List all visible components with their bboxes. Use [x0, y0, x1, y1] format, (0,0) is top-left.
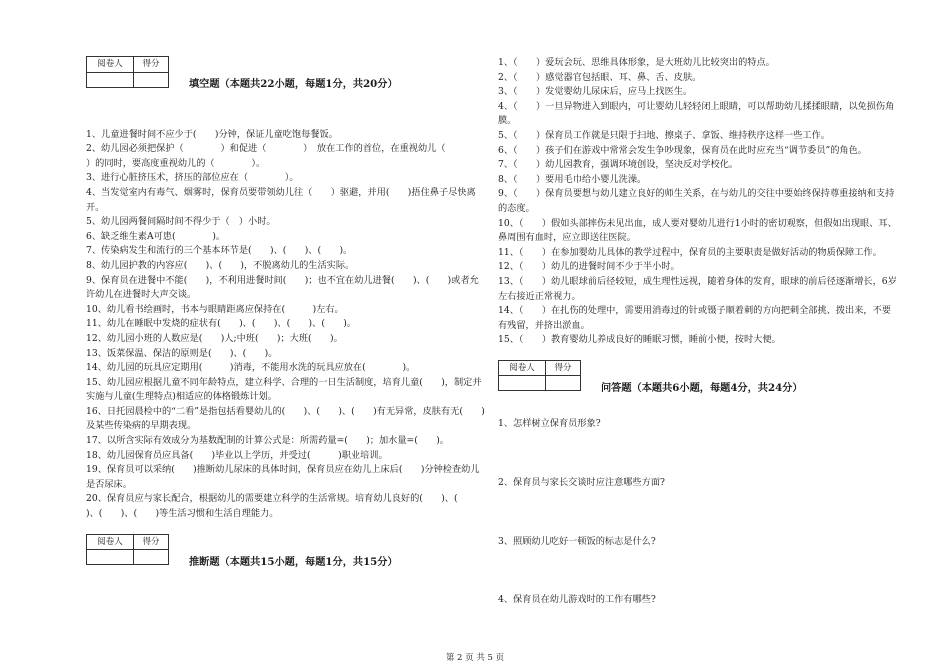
- question-item: 2、（ ）感觉器官包括眼、耳、鼻、舌、皮肤。: [498, 71, 702, 83]
- judge-section-header: [86, 534, 486, 566]
- question-item: 1、怎样树立保育员形象?: [498, 418, 601, 430]
- score-cell[interactable]: [134, 550, 169, 565]
- fill-question-list: [86, 128, 486, 522]
- question-item: 13、（ ）幼儿眼球前后径较短，成生理性远视，随着身体的发育，眼球的前后径逐渐增长，6岁左右接近正常视力。: [498, 275, 897, 302]
- reviewer-cell[interactable]: [499, 376, 546, 391]
- question-item: 5、（ ）保育员工作就是只限于扫地、擦桌子、拿饭、维持秩序这样一些工作。: [498, 129, 830, 141]
- question-item: 11、幼儿在睡眠中发烧的症状有( )、( )、( )、( )。: [86, 318, 357, 330]
- left-column: [86, 56, 486, 568]
- question-item: 3、进行心脏挤压术，挤压的部位应在（ ）。: [86, 172, 299, 184]
- question-item: 4、保育员在幼儿游戏时的工作有哪些?: [498, 594, 656, 606]
- page-footer: 第 2 页 共 5 页: [445, 653, 505, 663]
- question-item: 10、（ ）假如头部摔伤未见出血，成人要对婴幼儿进行1小时的密切观察，但假如出现眼、耳、鼻周围有血时，应立即送往医院。: [498, 217, 897, 244]
- question-item: 8、（ ）要用毛巾给小婴儿洗澡。: [498, 173, 647, 185]
- reviewer-label: 阅卷人: [499, 360, 546, 376]
- question-item: 19、保育员可以采纳( )推断幼儿尿床的具体时间，保育员应在幼儿上床后( )分钟检查幼儿是否尿床。: [86, 464, 480, 490]
- question-item: 14、幼儿园的玩具应定期用( )消毒，不能用水洗的玩具应放在( )。: [86, 362, 416, 374]
- question-item: 9、（ ）保育员要想与幼儿建立良好的师生关系，在与幼儿的交往中要始终保持尊重接纳和支持的态度。: [498, 188, 895, 214]
- qa-question-list: [498, 417, 898, 607]
- reviewer-cell[interactable]: [87, 72, 134, 87]
- question-item: 2、保育员与家长交谈时应注意哪些方面?: [498, 477, 665, 489]
- question-item: 2、幼儿园必须把保护（ ）和促进（ ） 放在工作的首位，在重视幼儿（ ）的同时，要高度重视幼儿的（ ）。: [86, 143, 483, 169]
- question-item: 7、传染病发生和流行的三个基本环节是( )、( )、( )。: [86, 245, 353, 257]
- score-label: 得分: [134, 57, 169, 73]
- question-item: 7、（ ）幼儿园教育，强调环境创设，坚决反对学校化。: [498, 159, 739, 171]
- right-column: [498, 56, 898, 608]
- reviewer-cell[interactable]: [87, 550, 134, 565]
- question-item: 9、保育员在进餐中不能( )，不利用进餐时间( )；也不宜在幼儿进餐( )、( )或者允许幼儿在进餐时大声交谈。: [86, 274, 479, 301]
- question-item: 17、以所含实际有效成分为基数配制的计算公式是：所需药量=( )；加水量=( )。: [86, 435, 449, 447]
- question-item: 20、保育员应与家长配合，根据幼儿的需要建立科学的生活常规。培育幼儿良好的( )、( )、( )、( )等生活习惯和生活自理能力。: [86, 493, 476, 520]
- score-box: [86, 56, 169, 88]
- question-item: 10、幼儿看书绘画时，书本与眼睛距离应保持在( )左右。: [86, 303, 344, 315]
- score-box: [86, 534, 169, 566]
- score-label: 得分: [546, 360, 581, 376]
- reviewer-label: 阅卷人: [87, 534, 134, 550]
- question-item: 3、（ ）发觉婴幼儿尿床后，应马上找医生。: [498, 86, 693, 98]
- qa-section-header: [498, 360, 898, 392]
- question-item: 16、日托园晨检中的“二看”是指包括看婴幼儿的( )、( )、( )有无异常，皮肤有无( )及某些传染病的早期表现。: [86, 405, 485, 432]
- question-item: 3、照顾幼儿吃好一顿饭的标志是什么?: [498, 535, 656, 547]
- question-item: 4、当发觉室内有毒气、烟雾时，保育员要带领幼儿往（ ）驱避，并用( )捂住鼻子尽快离开。: [86, 186, 476, 213]
- section-title: 推断题（本题共15小题，每题1分，共15分）: [189, 555, 398, 568]
- question-item: 6、缺乏维生素A可患( )。: [86, 230, 226, 242]
- reviewer-label: 阅卷人: [87, 57, 134, 73]
- score-cell[interactable]: [546, 376, 581, 391]
- question-item: 15、（ ）教育婴幼儿养成良好的睡眠习惯，睡前小便，按时大便。: [498, 334, 781, 346]
- question-item: 4、（ ）一旦异物进入到眼内，可让婴幼儿轻轻闭上眼睛，可以帮助幼儿揉揉眼睛，以免损伤角膜。: [498, 100, 895, 127]
- score-label: 得分: [134, 534, 169, 550]
- judge-question-list: [498, 56, 898, 348]
- section-title: 填空题（本题共22小题，每题1分，共20分）: [189, 78, 398, 90]
- question-item: 8、幼儿园护教的内容应( )、( )，不脱离幼儿的生活实际。: [86, 259, 355, 271]
- question-item: 15、幼儿园应根据儿童不同年龄特点，建立科学、合理的一日生活制度，培育儿童( )，制定并实施与儿童(生理特点)相适应的体格锻炼计划。: [86, 376, 482, 403]
- question-item: 1、（ ）爱玩会玩、思维具体形象，是大班幼儿比较突出的特点。: [498, 57, 775, 68]
- question-item: 12、幼儿园小班的人数应是( )人;中班( )；大班( )。: [86, 332, 343, 344]
- question-item: 1、儿童进餐时间不应少于( )分钟，保证儿童吃饱每餐饭。: [86, 128, 338, 140]
- score-cell[interactable]: [134, 72, 169, 87]
- question-item: 12、（ ）幼儿的进餐时间不少于半小时。: [498, 261, 680, 273]
- question-item: 11、（ ）在参加婴幼儿具体的教学过程中，保育员的主要职责是做好活动的物质保障工作。: [498, 246, 882, 258]
- score-box: [498, 360, 581, 392]
- question-item: 6、（ ）孩子们在游戏中常常会发生争吵现象，保育员在此时应充当“调节委员”的角色。: [498, 144, 867, 156]
- section-title: 问答题（本题共6小题，每题4分，共24分）: [601, 381, 803, 394]
- question-item: 5、幼儿园两餐间隔时间不得少于（ ）小时。: [86, 216, 276, 228]
- fill-section-header: [86, 56, 486, 88]
- question-item: 13、饭菜保温、保洁的原则是( )、( )。: [86, 347, 278, 359]
- question-item: 18、幼儿园保育员应具备( )毕业以上学历，并受过( )职业培训。: [86, 449, 388, 461]
- question-item: 14、（ ）在扎伤的处理中，需要用消毒过的针或镊子顺着刺的方向把刺全部挑、拨出来，不要有残留，并挤出淤血。: [498, 305, 891, 331]
